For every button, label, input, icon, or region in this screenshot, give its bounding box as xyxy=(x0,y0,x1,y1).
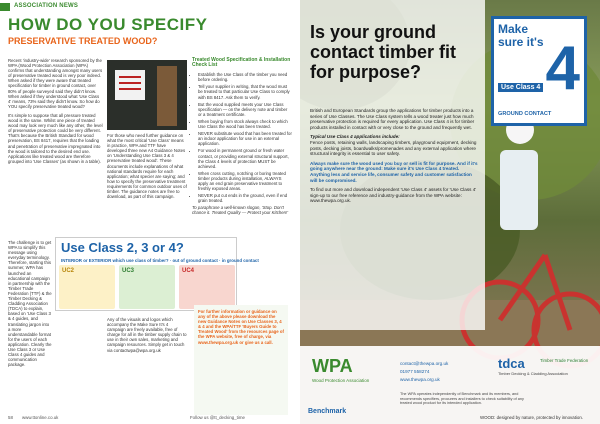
benchmark-logo: Benchmark xyxy=(308,408,347,415)
list-heading: Typical Use Class 4 applications include: xyxy=(310,134,400,140)
tdca-caption: Timber Decking & Cladding Association xyxy=(498,371,568,376)
checklist-heading: Treated Wood Specification & Installation Check List xyxy=(192,57,291,69)
uc2-label: UC2 xyxy=(62,268,75,274)
paragraph: The challenge is to get WPA to simplify this message using everyday terminology. Therefore, starting this summer, WPA has launched an educational campaign in partnership with the Timber Trade Federation (TTF) & the Timber Decking & Cladding Association (TDCA) to explain, based on 'Use Class 3 & 4 guides, and translating jargon into a more understandable format for the users of each application. Clearly the Use Class 3 or Use Class 4 guides and communication package. xyxy=(8,240,52,368)
footer xyxy=(300,346,600,424)
promo-box xyxy=(194,305,288,415)
checklist-item: • When buying from stock always check to which Use Class the wood has been treated. xyxy=(198,119,292,129)
section-label: ASSOCIATION NEWS xyxy=(14,3,79,9)
badge-4: 4 xyxy=(545,34,580,103)
tagline: WOOD: designed by nature, protected by innovation. xyxy=(480,415,583,420)
use-class-subtitle: INTERIOR or EXTERIOR which use class of timber? · out of ground contact · in ground contact xyxy=(61,258,259,263)
risk: Anything less and service life, consumer safety and customer satisfaction will be compromised. xyxy=(310,171,472,183)
page-follow: Follow us @tt_decking_time xyxy=(190,415,245,420)
uc4-label: UC4 xyxy=(182,268,195,274)
right-page xyxy=(300,0,600,424)
web-link[interactable]: www.thewpa.org.uk xyxy=(400,377,440,382)
warning-sign xyxy=(115,70,145,100)
column-2 xyxy=(107,133,187,203)
checklist-item: • But the wood supplied meets your Use Class specification — on the delivery note and timber or a treatment certificate. xyxy=(198,102,292,117)
column-1 xyxy=(8,58,103,168)
make-sure-badge xyxy=(491,16,587,126)
intro: British and European Standards group the applications for timber products into a series of Use Classes. The Use Class system tells a wood treater just how much preservative protection is required for every application. Use Class 4 is for timber products installed in contact with or very close to the ground and frequently wet. xyxy=(310,108,475,130)
checklist-item: • NEVER put cut ends in the ground, even if end grain treated. xyxy=(198,193,292,203)
page-number: 58 xyxy=(8,415,13,420)
uc3-panel xyxy=(119,265,175,309)
column-1-bottom xyxy=(8,240,52,371)
uc4-panel xyxy=(179,265,235,309)
small-print: The WPA operates independently of Benchmark and its members, and recommends specifiers, procurers and installers to check suitability of any treated wood product for its intended application. xyxy=(400,392,524,406)
badge-use-class: Use Class 4 xyxy=(498,83,543,92)
paragraph: For those who need further guidance on what the most critical 'Use Class' means in practice, WPA and TTF have developed three new A4 Guidance Notes on 'Understanding Use Class 3 & 4 preservative treated wood'. These documents include explanations of what national standards require for each application; what specier are saying; and how to specify the preservative treatment requirements for common outdoor uses of timber. The guidance notes are free to download, as part of this campaign. xyxy=(107,133,187,200)
warning: Always make sure the wood used you buy or sell is fit for purpose. And if it's going anywhere near the ground: Make sure it's Use Class 4 treated. xyxy=(310,160,478,172)
section-header xyxy=(0,0,300,14)
uc3-label: UC3 xyxy=(122,268,135,274)
applications: Fence posts, retaining walls, landscaping timbers, playground equipment, decking posts, decking joists, boardwalks/promenades and any external application where structural integrity is essential to user safety. xyxy=(310,139,477,157)
wpa-logo: WPA xyxy=(312,356,353,376)
checklist xyxy=(192,72,292,203)
sign-photo xyxy=(107,60,187,130)
footnote: To find out more and download independent 'Use Class 4' assets for 'Use Class 4' sign-up to our free reference and industry-guidance from the WPA website: www.thewpa.org.uk. xyxy=(310,187,477,204)
uc2-panel xyxy=(59,265,115,309)
email-link[interactable]: contact@thewpa.org.uk xyxy=(400,361,449,366)
checklist-item: • Establish the Use Class of the timber you need before ordering. xyxy=(198,72,292,82)
badge-make-sure: Make sure it's xyxy=(498,22,544,49)
use-class-title: Use Class 2, 3 or 4? xyxy=(61,240,184,255)
checklist-item: • NEVER substitute wood that has been treated for an indoor application for use in an external application. xyxy=(198,131,292,146)
badge-ground-contact: GROUND CONTACT xyxy=(498,111,552,117)
tdca-logo: tdca xyxy=(498,356,525,371)
column-2-bottom xyxy=(107,317,187,357)
contact-block xyxy=(400,360,448,384)
phone-number: 01977 558274 xyxy=(400,369,430,374)
page-subtitle: PRESERVATIVE TREATED WOOD? xyxy=(8,36,158,46)
headline: Is your ground contact timber fit for purpose? xyxy=(310,22,457,82)
body-text xyxy=(310,108,480,204)
wpa-subtitle: Wood Protection Association xyxy=(312,378,370,383)
use-class-illustrations xyxy=(59,265,235,309)
slogan: To paraphrase a well-known slogan, 'Stop. Don't chance it. Treated Quality — Protect your Kitchen!' xyxy=(192,205,289,216)
ttf-logo: Timber Trade Federation xyxy=(540,358,589,363)
promo-text: For further information or guidance on any of the above please download the new Guidance Notes on Use Classes 3, 4 & 4 and the WPA/TTF 'Buyers Guide to Treated Wood' from the resources page of the WPA website, free of charge, via www.thewpa.org.uk or give us a call. xyxy=(198,309,284,345)
paragraph: Recent 'industry-wide' research sponsored by the WPA (Wood Protection Association (WPA) confirms that understanding amongst many users of preservative treated wood is very poor indeed. When asked if they were aware that treated specification for timber in ground contact, over 80% of people surveyed said they didn't know. When asked if they understood what 'Use Class 4' means, 73% said they didn't know. So how do YOU specify preservative treated wood? xyxy=(8,58,103,109)
checklist-item: • For wood in permanent ground or fresh water contact, or providing external structural support, the Class 4 levels of protection MUST be achieved. xyxy=(198,148,292,168)
paragraph: It's simple to suppose that all pressure treated wood is the same. Whilst one piece of treated wood may look very much like any other, the level of preservative protection could be very different. That's because the British Standard for wood preservation, BS 8417, requires that the loading and penetration of preservative impregnated into the wood is tailored to the desired end use. Applications like treated wood are therefore grouped into 'Use Classes' (as shown in a table). xyxy=(8,112,103,164)
timber-post xyxy=(157,66,177,126)
use-class-graphic xyxy=(55,237,259,311)
paragraph: Any of the visuals and logos which accompany the Make Sure It's 4 campaign are freely available, free of charge for all in the timber supply chain to use in their own sales, marketing and campaign resources. Simply get in touch via contactwpa@wpa.org.uk xyxy=(107,317,187,353)
section-flag xyxy=(0,3,10,11)
checklist-item: • When cross cutting, notching or boring treated timber products during installation, ALWAYS apply an end grain preservative treatment to freshly exposed areas. xyxy=(198,171,292,191)
page-url[interactable]: www.ttonline.co.uk xyxy=(22,415,59,420)
checklist-item: • Tell your supplier in writing, that the wood must be treated to that particular Use Class to comply with BS 8417. Ask them to verify. xyxy=(198,84,292,99)
column-3 xyxy=(192,58,292,220)
page-title: HOW DO YOU SPECIFY xyxy=(8,15,208,34)
